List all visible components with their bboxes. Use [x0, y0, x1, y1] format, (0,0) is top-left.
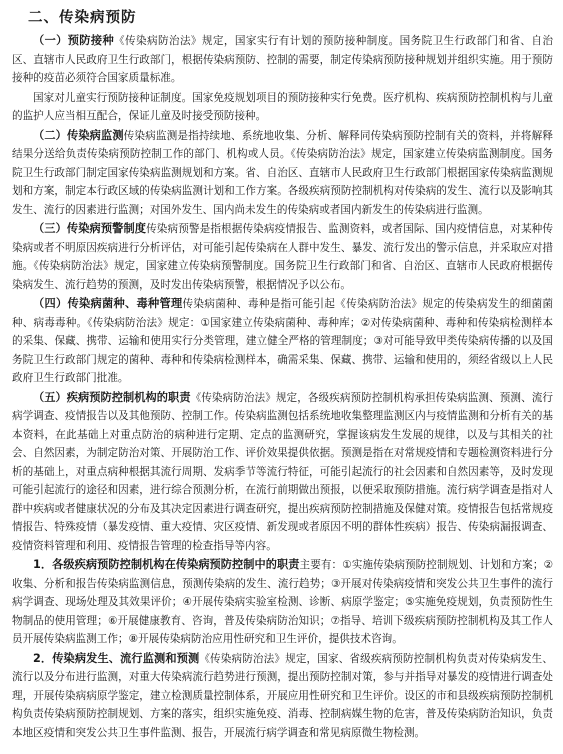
paragraph-heading: （五）疾病预防控制机构的职责	[33, 390, 191, 404]
paragraph-early-warning	[12, 220, 553, 294]
paragraph-text: 传染病菌种、毒种是指可能引起《传染病防治法》规定的传染病发生的细菌菌种、病毒毒种。《传染病防治法》规定：①国家建立传染病菌种、毒种库；②对传染病菌种、毒种和传染病检测样本的采集、保藏、携带、运输和使用实行分类管理，建立健全严格的管理制度；③对可能导致甲类传染病传播的以及国务院卫生行政部门规定的菌种、毒种和传染病检测样本，确需采集、保藏、携带、运输和使用的，须经省级以上人民政府卫生行政部门批准。	[12, 298, 553, 384]
paragraph-heading: 1．各级疾病预防控制机构在传染病预防控制中的职责	[33, 558, 300, 571]
paragraph-heading: （二）传染病监测	[33, 128, 124, 142]
paragraph-heading: （四）传染病菌种、毒种管理	[33, 297, 183, 310]
paragraph-vaccination	[12, 32, 553, 88]
paragraph-text: 国家对儿童实行预防接种证制度。国家免疫规划项目的预防接种实行免费。医疗机构、疾病预防控制机构与儿童的监护人应当相互配合，保证儿童及时接受预防接种。	[12, 91, 553, 122]
paragraph-text: 传染病监测是指持续地、系统地收集、分析、解释同传染病预防控制有关的资料，并将解释结果分送给负责传染病预防控制工作的部门、机构或人员。《传染病防治法》规定，国家建立传染病监测制度。国务院卫生行政部门制定国家传染病监测规划和方案。省、自治区、直辖市人民政府卫生行政部门根据国家传染病监测规划和方案，制定本行政区域的传染病监测计划和工作方案。各级疾病预防控制机构对传染病的发生、流行以及影响其发生、流行的因素进行监测；对国外发生、国内尚未发生的传染病或者国内新发生的传染病进行监测。	[12, 129, 553, 216]
paragraph-cdc-responsibilities	[12, 556, 553, 649]
paragraph-text: 《传染病防治法》规定，国家实行有计划的预防接种制度。国务院卫生行政部门和省、自治区、直辖市人民政府卫生行政部门，根据传染病预防、控制的需要，制定传染病预防接种规划并组织实施。用于预防接种的疫苗必须符合国家质量标准。	[12, 35, 553, 84]
paragraph-vaccination-certificate	[12, 89, 553, 126]
paragraph-surveillance	[12, 127, 553, 220]
paragraph-text: 《传染病防治法》规定，国家、省级疾病预防控制机构负责对传染病发生、流行以及分布进行监测，对重大传染病流行趋势进行预测，提出预防控制对策，参与并指导对暴发的疫情进行调查处理，开展传染病病原学鉴定，建立检测质量控制体系，开展应用性研究和卫生评价。设区的市和县级疾病预防控制机构负责传染病预防控制规划、方案的落实，组织实施免疫、消毒、控制病媒生物的危害，普及传染病防治知识，负责本地区疫情和突发公共卫生事件监测、报告，开展流行病学调查和常见病原微生物检测。	[12, 652, 553, 739]
paragraph-text: 主要有：①实施传染病预防控制规划、计划和方案；②收集、分析和报告传染病监测信息，预测传染病的发生、流行趋势；③开展对传染病疫情和突发公共卫生事件的流行病学调查、现场处理及其效果评价；④开展传染病实验室检测、诊断、病原学鉴定；⑤实施免疫规划，负责预防性生物制品的使用管理；⑥开展健康教育、咨询，普及传染病防治知识；⑦指导、培训下级疾病预防控制机构及其工作人员开展传染病监测工作；⑧开展传染病防治应用性研究和卫生评价，提供技术咨询。	[12, 559, 553, 645]
paragraph-cdc-duties	[12, 389, 553, 556]
paragraph-monitoring-prediction	[12, 650, 553, 743]
paragraph-text: 《传染病防治法》规定，各级疾病预防控制机构承担传染病监测、预测、流行病学调查、疫情报告以及其他预防、控制工作。传染病监测包括系统地收集整理监测区内与疫情监测和分析有关的基本资料，在此基础上对重点防治的病种进行定期、定点的监测研究，掌握该病发生发展的规律，以及与其相关的社会、自然因素，为制定防治对策、开展防治工作、评价效果提供依据。预测是指在对常规疫情和专题检测资料进行分析的基础上，对重点病种根据其流行周期、发病季节等流行特征，可能引起流行的社会因素和自然因素等，及时发现可能引起流行的途径和因素，进行综合预测分析，在流行前期做出预报，以便采取预防措施。流行病学调查是指对人群中疾病或者健康状况的分布及其决定因素进行调查研究，提出疾病预防控制措施及保健对策。疫情报告包括常规疫情报告、特殊疫情（暴发疫情、重大疫情、灾区疫情、新发现或者原因不明的群体性疾病）报告、传染病漏报调查、疫情资料管理和利用、疫情报告管理的检查指导等内容。	[12, 391, 553, 552]
paragraph-heading: （一）预防接种	[33, 34, 115, 47]
paragraph-strain-management	[12, 295, 553, 388]
paragraph-text: 传染病预警是指根据传染病疫情报告、监测资料，或者国际、国内疫情信息，对某种传染病或者不明原因疾病进行分析评估，对可能引起传染病在人群中发生、暴发、流行发出的警示信息，并采取应对措施。《传染病防治法》规定，国家建立传染病预警制度。国务院卫生行政部门和省、自治区、直辖市人民政府根据传染病发生、流行趋势的预测，及时发出传染病预警，根据情况予以公布。	[12, 223, 553, 291]
paragraph-heading: 2．传染病发生、流行监测和预测	[33, 651, 200, 665]
section-title: 二、传染病预防	[28, 10, 137, 26]
paragraph-heading: （三）传染病预警制度	[33, 222, 147, 235]
